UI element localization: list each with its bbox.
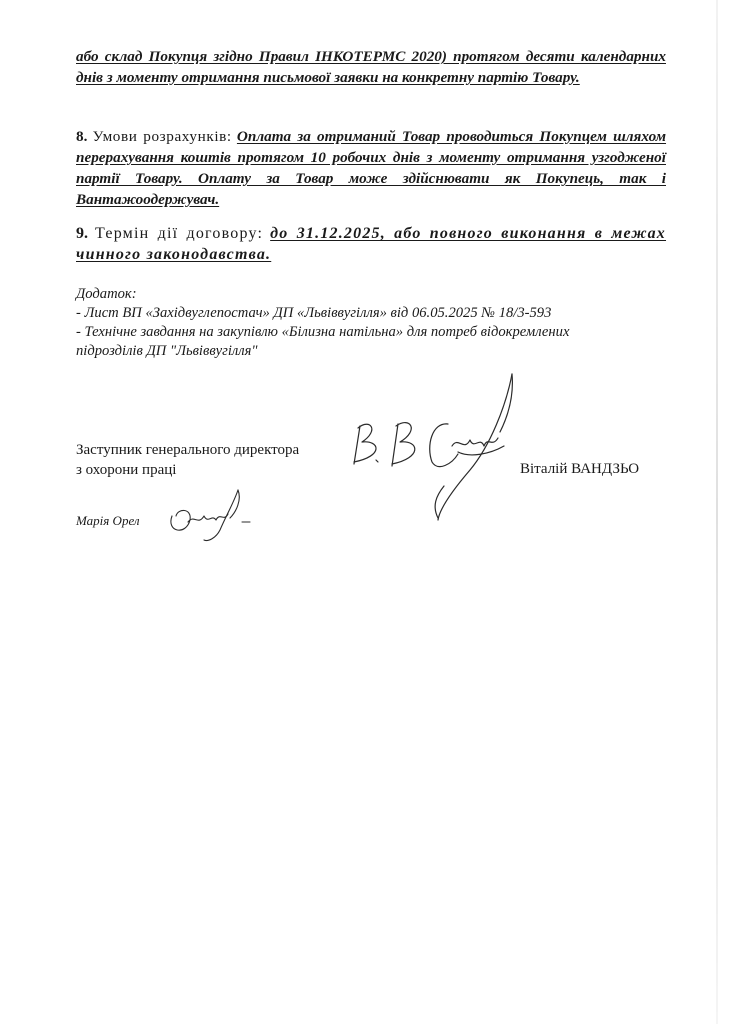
addendum-item: підрозділів ДП "Львіввугілля" [76,343,258,359]
clause-9-label: Термін дії договору: [95,225,264,242]
director-signature [340,366,530,526]
addendum-block [76,285,676,361]
clause-8-number: 8. [76,128,88,145]
clause-8-label: Умови розрахунків: [92,128,232,145]
executor-signature [164,486,254,546]
signatory-name: Віталій ВАНДЗЬО [520,461,640,477]
clause-9-text: до 31.12.2025, або повного виконання в межах чинного законодавства. [76,225,667,263]
addendum-item: - Лист ВП «Західвуглепостач» ДП «Львіввугілля» від 06.05.2025 № 18/3-593 [76,305,552,321]
signatory-title [76,440,299,480]
delivery-terms-text: або склад Покупця згідно Правил ІНКОТЕРМС 2020) протягом десяти календарних днів з моменту отримання письмової заявки на конкретну партію Товару. [76,48,666,86]
clause-9-number: 9. [76,225,88,242]
delivery-terms-paragraph [76,46,666,88]
addendum-title: Додаток: [76,286,137,302]
addendum-item: - Технічне завдання на закупівлю «Білизна натільна» для потреб відокремлених [76,324,570,340]
clause-8-payment-terms [76,126,666,210]
clause-8-text: Оплата за отриманий Товар проводиться Покупцем шляхом перерахування коштів протягом 10 робочих днів з моменту отримання узгодженої партії Товару. Оплату за Товар може здійснювати як Покупець, так і Вантажоодержувач. [76,128,667,208]
scan-edge-shadow [716,0,718,1024]
signatory-title-line-1: Заступник генерального директора [76,442,300,458]
executor-name: Марія Орел [76,513,140,528]
clause-9-contract-term [76,223,666,265]
signatory-title-line-2: з охорони праці [76,462,177,478]
